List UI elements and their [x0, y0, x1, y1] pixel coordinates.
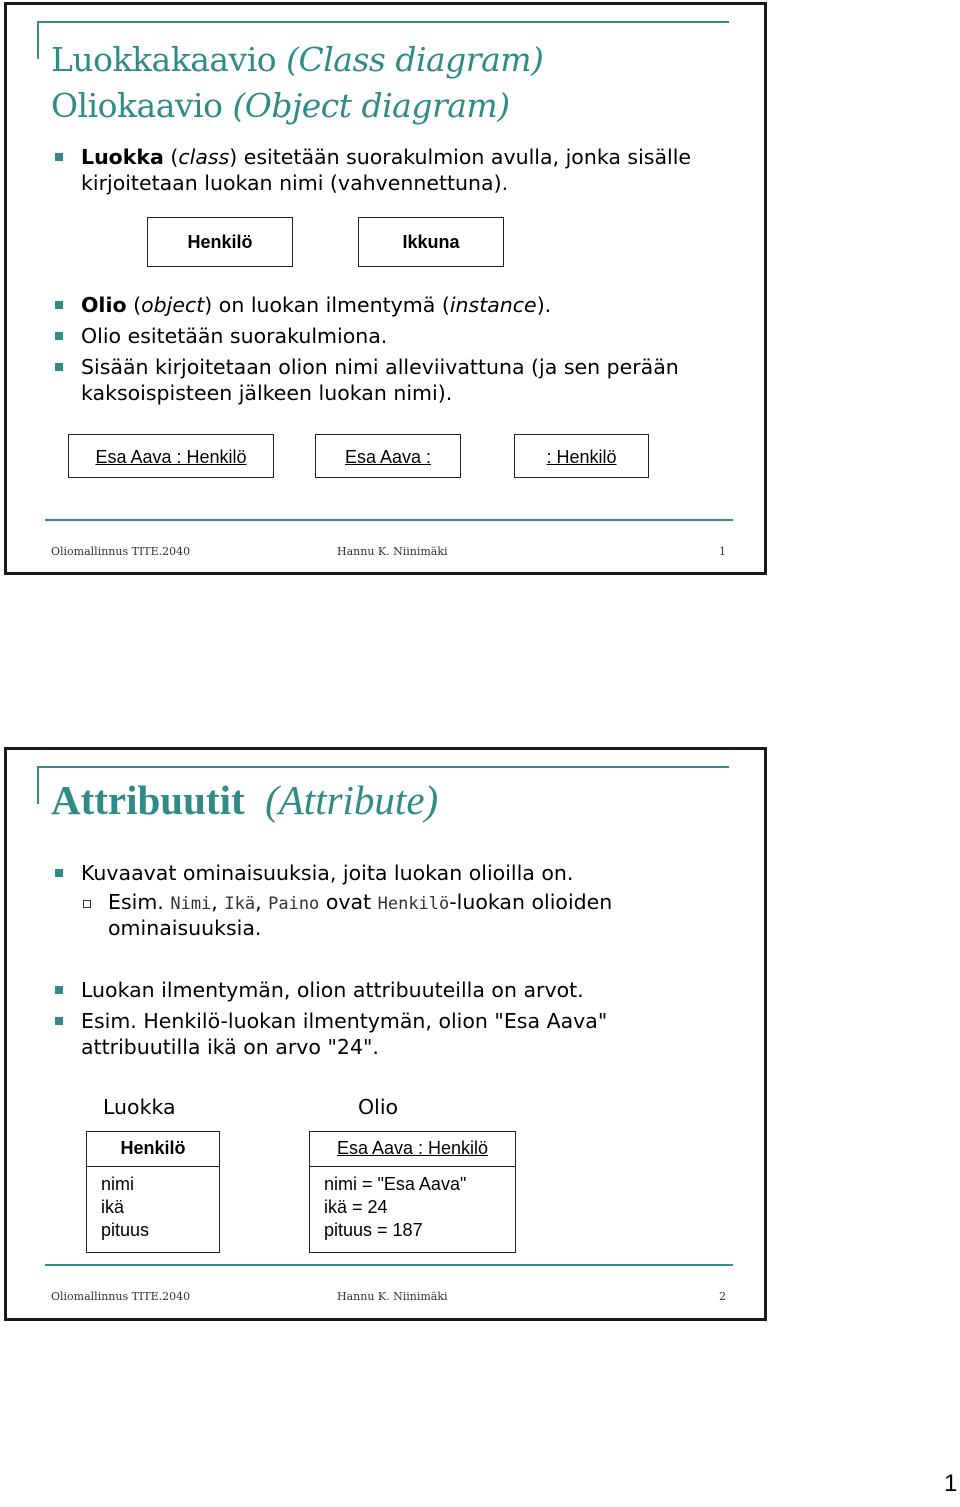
bullet-marker: [55, 153, 63, 161]
title-italic: (Object diagram): [232, 86, 510, 125]
class-box-name: Henkilö: [87, 1132, 219, 1167]
title-italic: (Attribute): [265, 777, 439, 823]
title-italic: (Class diagram): [286, 40, 544, 79]
bullet-text-cont: kirjoitetaan luokan nimi (vahvennettuna).: [81, 171, 509, 195]
bullet-text-cont: kaksoispisteen jälkeen luokan nimi).: [81, 381, 453, 405]
bullet-text: Luokan ilmentymän, olion attribuuteilla on arvot.: [81, 978, 584, 1002]
sub-bullet-marker: [83, 900, 91, 908]
label-object: Olio: [358, 1095, 399, 1119]
slide-2: [4, 747, 767, 1321]
bullet-marker: [55, 869, 63, 877]
attribute-row: nimi: [101, 1174, 135, 1194]
class-box-henkilo: Henkilö: [147, 217, 293, 267]
bullet-marker: [55, 363, 63, 371]
footer-author: Hannu K. Niinimäki: [337, 545, 448, 558]
object-box-name: Esa Aava : Henkilö: [310, 1132, 515, 1167]
slide-title: [51, 776, 438, 824]
slide-title-line1: [51, 37, 543, 83]
title-text: Attribuutit: [51, 777, 245, 823]
footer-page-number: 1: [719, 545, 726, 558]
bullet-marker: [55, 1017, 63, 1025]
object-box-esa-aava: Esa Aava :: [315, 434, 461, 478]
bullet-marker: [55, 301, 63, 309]
sub-bullet-text: Esim. Nimi, Ikä, Paino ovat Henkilö-luokan olioiden: [108, 890, 613, 914]
label-class: Luokka: [103, 1095, 176, 1119]
bullet-text: Luokka (class) esitetään suorakulmion avulla, jonka sisälle: [81, 145, 692, 169]
sub-bullet-text-cont: ominaisuuksia.: [108, 916, 262, 940]
bullet-text: Esim. Henkilö-luokan ilmentymän, olion "Esa Aava": [81, 1009, 608, 1033]
class-box-ikkuna: Ikkuna: [358, 217, 504, 267]
title-text: Oliokaavio: [51, 86, 233, 125]
class-box-attributes: [87, 1167, 219, 1242]
bullet-text-cont: attribuutilla ikä on arvo "24".: [81, 1035, 379, 1059]
bullet-text: Olio esitetään suorakulmiona.: [81, 324, 388, 348]
footer-page-number: 2: [719, 1290, 726, 1303]
attribute-row: nimi = "Esa Aava": [324, 1174, 467, 1194]
footer-course: Oliomallinnus TITE.2040: [51, 545, 191, 558]
bullet-marker: [55, 332, 63, 340]
object-box-esa-aava-henkilo: Esa Aava : Henkilö: [68, 434, 274, 478]
footer-author: Hannu K. Niinimäki: [337, 1290, 448, 1303]
footer-course: Oliomallinnus TITE.2040: [51, 1290, 191, 1303]
footer-divider: [45, 1264, 733, 1266]
bullet-text: Sisään kirjoitetaan olion nimi alleviivattuna (ja sen perään: [81, 355, 679, 379]
attribute-row: pituus: [101, 1220, 150, 1240]
object-box: [309, 1131, 516, 1253]
bullet-text: Olio (object) on luokan ilmentymä (instance).: [81, 293, 552, 317]
attribute-row: ikä = 24: [324, 1197, 388, 1217]
attribute-row: pituus = 187: [324, 1220, 423, 1240]
attribute-row: ikä: [101, 1197, 125, 1217]
page-number: 1: [944, 1470, 958, 1497]
class-box: [86, 1131, 220, 1253]
slide-title-line2: [51, 83, 510, 129]
object-box-attributes: [310, 1167, 515, 1242]
title-text: Luokkakaavio: [51, 40, 287, 79]
object-box-henkilo: : Henkilö: [514, 434, 649, 478]
footer-divider: [45, 519, 733, 521]
slide-1: [4, 2, 767, 575]
bullet-marker: [55, 986, 63, 994]
bullet-text: Kuvaavat ominaisuuksia, joita luokan olioilla on.: [81, 861, 574, 885]
